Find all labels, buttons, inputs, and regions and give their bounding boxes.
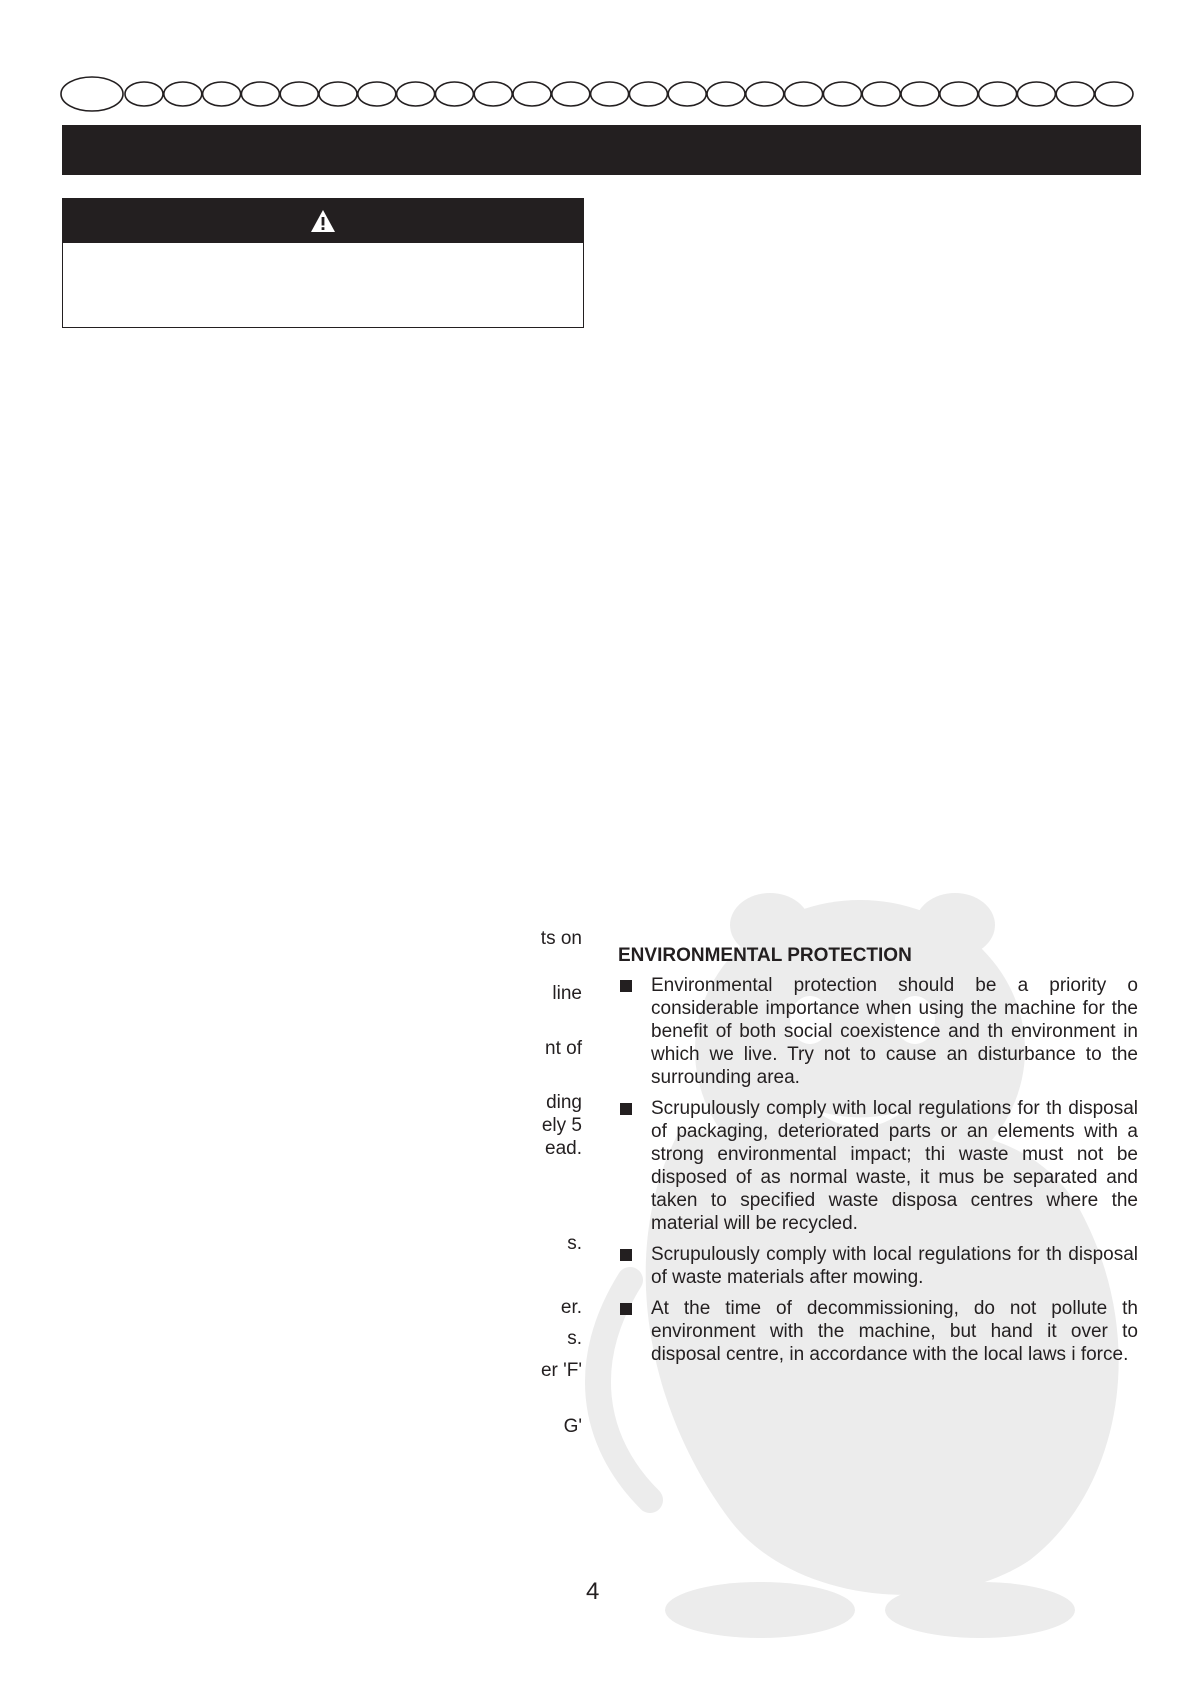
language-oval — [785, 82, 823, 106]
language-tabs — [60, 76, 1140, 112]
warning-triangle-icon — [310, 209, 336, 233]
language-oval — [901, 82, 939, 106]
left-text-fragment: ead. — [545, 1138, 582, 1159]
left-text-fragment: s. — [567, 1328, 582, 1349]
bullet-square-icon — [620, 1103, 632, 1115]
language-oval — [125, 82, 163, 106]
list-item-text: Scrupulously comply with local regulations for th disposal of waste materials after mowing. — [651, 1244, 1138, 1288]
list-item — [618, 974, 1138, 1089]
language-oval — [862, 82, 900, 106]
left-text-fragment: ts on — [540, 928, 582, 949]
list-item-text: At the time of decommissioning, do not pollute th environment with the machine, but hand it over to disposal centre, in accordance with the local laws i force. — [651, 1298, 1138, 1365]
left-text-fragment: s. — [567, 1233, 582, 1254]
language-oval — [474, 82, 512, 106]
list-item-text: Environmental protection should be a priority o considerable importance when using the machine for the benefit of both social coexistence and th environment in which we live. Try not to cause an disturbance to the surrounding area. — [651, 975, 1138, 1088]
list-item — [618, 1297, 1138, 1366]
left-text-fragment: er. — [560, 1297, 582, 1318]
language-oval — [552, 82, 590, 106]
language-oval — [241, 82, 279, 106]
language-oval — [707, 82, 745, 106]
bullet-square-icon — [620, 980, 632, 992]
left-text-fragment: ely 5 — [541, 1115, 582, 1136]
language-oval — [280, 82, 318, 106]
language-oval — [435, 82, 473, 106]
language-oval — [823, 82, 861, 106]
page-number: 4 — [586, 1578, 600, 1605]
language-oval — [629, 82, 667, 106]
section-title: ENVIRONMENTAL PROTECTION — [618, 945, 912, 966]
environment-list — [618, 974, 1138, 1366]
language-oval — [397, 82, 435, 106]
language-oval — [940, 82, 978, 106]
language-oval — [203, 82, 241, 106]
language-oval — [591, 82, 629, 106]
left-text-fragment: nt of — [545, 1038, 582, 1059]
warning-box — [62, 198, 584, 328]
bullet-square-icon — [620, 1249, 632, 1261]
language-oval — [1056, 82, 1094, 106]
language-oval — [164, 82, 202, 106]
left-text-fragment: ding — [546, 1092, 582, 1113]
language-oval — [358, 82, 396, 106]
language-oval — [513, 82, 551, 106]
language-oval — [1095, 82, 1133, 106]
warning-header — [63, 199, 583, 243]
left-text-fragment: G' — [563, 1416, 582, 1437]
list-item — [618, 1097, 1138, 1235]
language-oval — [746, 82, 784, 106]
left-text-fragment: line — [552, 983, 582, 1004]
left-text-fragment: er 'F' — [540, 1360, 582, 1381]
language-oval — [1017, 82, 1055, 106]
language-oval — [979, 82, 1017, 106]
bullet-square-icon — [620, 1303, 632, 1315]
list-item — [618, 1243, 1138, 1289]
section-header-bar — [62, 125, 1141, 175]
language-oval — [319, 82, 357, 106]
language-oval — [668, 82, 706, 106]
environmental-protection-section — [618, 944, 1138, 1374]
language-oval — [61, 77, 123, 111]
list-item-text: Scrupulously comply with local regulations for th disposal of packaging, deteriorated parts or an elements with a strong environmental impact; thi waste must not be disposed of as normal waste, it mus be separated and taken to specified waste disposa centres where the material will be recycled. — [651, 1098, 1138, 1234]
